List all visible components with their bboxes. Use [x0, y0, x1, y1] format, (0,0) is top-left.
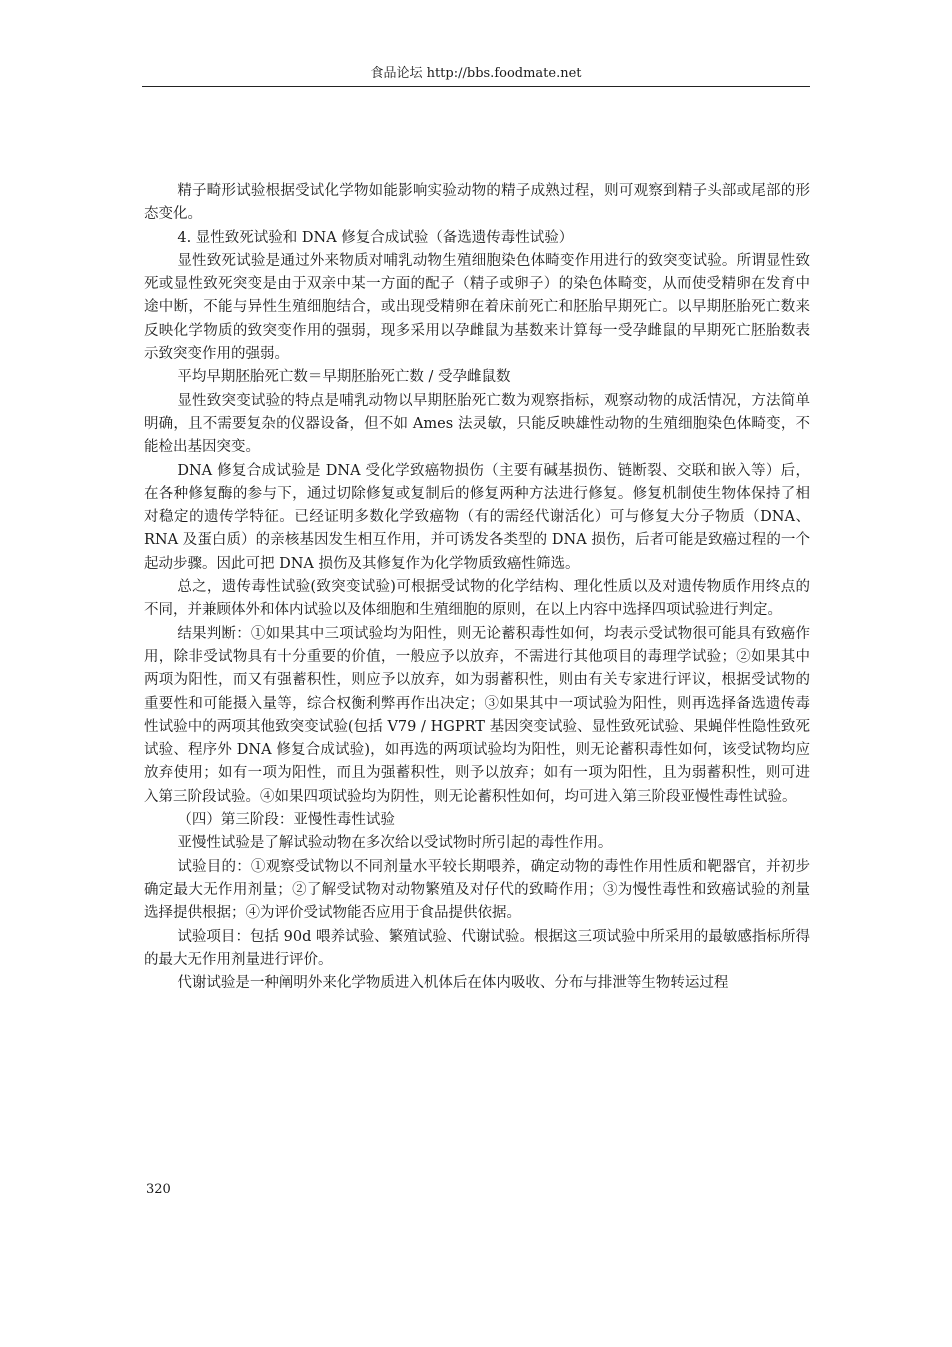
- paragraph-dna-repair: DNA 修复合成试验是 DNA 受化学致癌物损伤（主要有碱基损伤、链断裂、交联和嵌入等）后，在各种修复酶的参与下，通过切除修复或复制后的修复两种方法进行修复。修复机制使生物体保持了相对稳定的遗传学特征。已经证明多数化学致癌物（有的需经代谢活化）可与修复大分子物质（DNA、RNA 及蛋白质）的亲核基因发生相互作用，并可诱发各类型的 DNA 损伤，后者可能是致癌过程的一个起动步骤。因此可把 DNA 损伤及其修复作为化学物质致癌性筛选。: [144, 462, 810, 572]
- paragraph-metabolism: 代谢试验是一种阐明外来化学物质进入机体后在体内吸收、分布与排泄等生物转运过程: [177, 975, 729, 992]
- paragraph-formula: 平均早期胚胎死亡数＝早期胚胎死亡数 / 受孕雌鼠数: [177, 369, 511, 386]
- header-rule: [142, 86, 810, 87]
- paragraph-test-items: 试验项目：包括 90d 喂养试验、繁殖试验、代谢试验。根据这三项试验中所采用的最敏感指标所得的最大无作用剂量进行评价。: [144, 928, 810, 968]
- section-heading-stage-three: （四）第三阶段：亚慢性毒性试验: [177, 812, 395, 829]
- page-body: [144, 180, 810, 995]
- section-heading-4: 4. 显性致死试验和 DNA 修复合成试验（备选遗传毒性试验）: [177, 229, 574, 246]
- page-header: 食品论坛 http://bbs.foodmate.net: [370, 66, 582, 81]
- paragraph-result-judgment: 结果判断：①如果其中三项试验均为阳性，则无论蓄积毒性如何，均表示受试物很可能具有致癌作用，除非受试物具有十分重要的价值，一般应予以放弃，不需进行其他项目的毒理学试验；②如果其中两项为阳性，而又有强蓄积性，则应予以放弃，如为弱蓄积性，则由有关专家进行评议，根据受试物的重要性和可能摄入量等，综合权衡利弊再作出决定；③如果其中一项试验为阳性，则再选择备选遗传毒性试验中的两项其他致突变试验(包括 V79 / HGPRT 基因突变试验、显性致死试验、果蝇伴性隐性致死试验、程序外 DNA 修复合成试验)，如再选的两项试验均为阳性，则无论蓄积毒性如何，该受试物均应放弃使用；如有一项为阳性，而且为强蓄积性，则予以放弃；如有一项为阳性，且为弱蓄积性，则可进入第三阶段试验。④如果四项试验均为阴性，则无论蓄积性如何，均可进入第三阶段亚慢性毒性试验。: [144, 625, 810, 805]
- paragraph-test-purpose: 试验目的：①观察受试物以不同剂量水平较长期喂养，确定动物的毒性作用性质和靶器官，并初步确定最大无作用剂量；②了解受试物对动物繁殖及对仔代的致畸作用；③为慢性毒性和致癌试验的剂量选择提供根据；④为评价受试物能否应用于食品提供依据。: [144, 858, 810, 922]
- paragraph-summary: 总之，遗传毒性试验(致突变试验)可根据受试物的化学结构、理化性质以及对遗传物质作用终点的不同，并兼顾体外和体内试验以及体细胞和生殖细胞的原则，在以上内容中选择四项试验进行判定。: [144, 579, 810, 619]
- page-number: 320: [146, 1182, 171, 1197]
- paragraph-subchronic-intro: 亚慢性试验是了解试验动物在多次给以受试物时所引起的毒性作用。: [177, 835, 613, 852]
- paragraph-sperm-abnormality: 精子畸形试验根据受试化学物如能影响实验动物的精子成熟过程，则可观察到精子头部或尾部的形态变化。: [144, 183, 810, 223]
- paragraph-dominant-lethal: 显性致死试验是通过外来物质对哺乳动物生殖细胞染色体畸变作用进行的致突变试验。所谓显性致死或显性致死突变是由于双亲中某一方面的配子（精子或卵子）的染色体畸变，从而使受精卵在发育中途中断，不能与异性生殖细胞结合，或出现受精卵在着床前死亡和胚胎早期死亡。以早期胚胎死亡数来反映化学物质的致突变作用的强弱，现多采用以孕雌鼠为基数来计算每一受孕雌鼠的早期死亡胚胎数表示致突变作用的强弱。: [144, 252, 810, 363]
- paragraph-dominant-lethal-features: 显性致突变试验的特点是哺乳动物以早期胚胎死亡数为观察指标，观察动物的成活情况，方法简单明确，且不需要复杂的仪器设备，但不如 Ames 法灵敏，只能反映雄性动物的生殖细胞染色体畸变，不能检出基因突变。: [144, 392, 810, 456]
